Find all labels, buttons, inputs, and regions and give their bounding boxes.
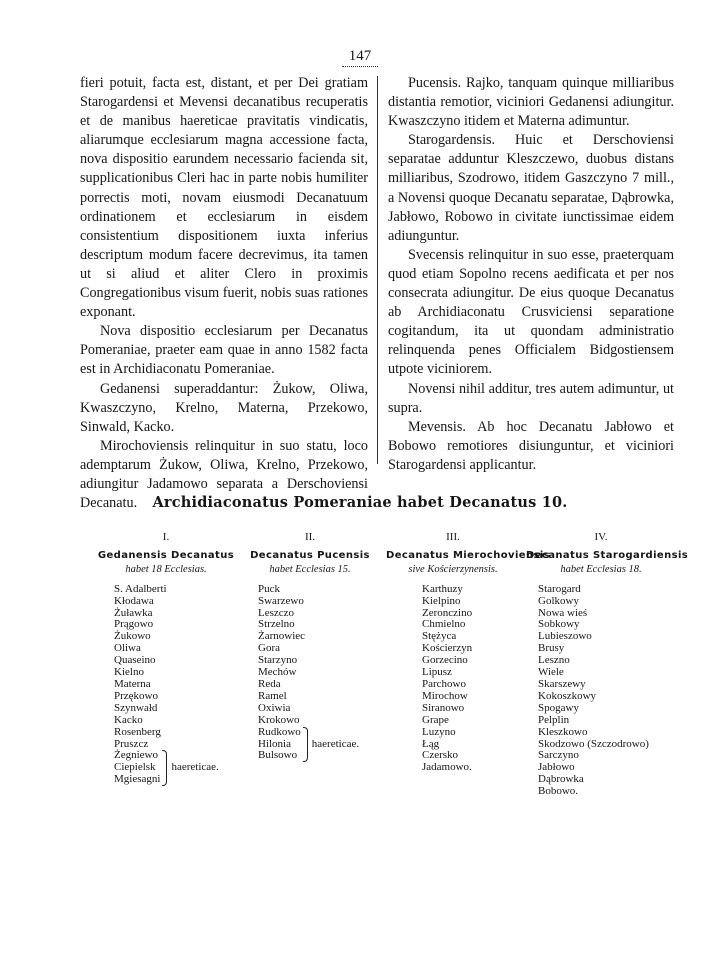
- church-item: Starogard: [538, 582, 581, 595]
- church-item: Nowa wieś: [538, 606, 588, 619]
- church-item: Starzyno: [258, 654, 298, 667]
- church-list: [526, 584, 676, 798]
- deanery-subtitle: habet Ecclesias 18.: [560, 563, 642, 575]
- church-item: Skodzowo (Szczodrowo): [538, 737, 649, 750]
- church-item: Chmielno: [422, 618, 466, 631]
- church-item: Stężyca: [422, 630, 457, 643]
- group-label: haereticae.: [171, 761, 219, 774]
- church-item: Kokoszkowy: [538, 689, 597, 702]
- deanery-subtitle: habet Ecclesias 15.: [269, 563, 351, 575]
- church-item: Swarzewo: [258, 594, 304, 607]
- church-item: Golkowy: [538, 594, 579, 607]
- church-item: Sobkowy: [538, 618, 580, 631]
- paragraph: fieri potuit, facta est, distant, et per Dei gratiam Starogardensi et Mevensi decanatibus recuperatis et de manibus haereticae pravitatis vindicatis, aliarumque ecclesiarum magna accessione facta, nova dispositio earundem necessario facienda sit, supplicationibus Cleri hac in parte nobis humiliter porrectis moti, novam eiusmodi Decanatuum ordinationem et ecclesiarum in eisdem consistentium dispositionem iuxta inferius descriptum modum facere decrevimus, ita tamen ut si aliud et aliter Clero in proximis Congregationibus visum fuerit, nobis suas rationes exponant.: [80, 75, 368, 321]
- paragraph: Pucensis. Rajko, tanquam quinque milliaribus distantia remotior, viciniori Gedanensi adiungitur. Kwaszczyno itidem et Materna adimuntur.: [388, 75, 674, 130]
- church-item: Zeronczino: [422, 606, 473, 619]
- church-item: Karthuzy: [422, 582, 463, 595]
- church-item: Mirochow: [422, 689, 468, 702]
- church-item: Prągowo: [114, 618, 154, 631]
- paragraph: Starogardensis. Huic et Derschoviensi separatae adduntur Kleszczewo, duobus distans milliaribus, Szodrowo, itidem Gaszczyno 7 mill., a Novensi quoque Decanatu separatae, Dąbrowka, Jabłowo, Robowo in civitate iunctissimae eidem adiunguntur.: [388, 132, 674, 244]
- church-item: Żuławka: [114, 606, 153, 619]
- church-item: Kłodawa: [114, 594, 154, 607]
- paragraph: Mirochoviensis relinquitur in suo statu, loco ademptarum Żukow, Oliwa, Krelno, Przekowo, adiungitur Jadamowo separata a Derschoviensi Decanatu.: [80, 437, 368, 512]
- church-item: Quaseino: [114, 654, 156, 667]
- church-item: Przękowo: [114, 689, 158, 702]
- church-item: Brusy: [538, 642, 565, 655]
- deanery-subtitle: sive Kościerzynensis.: [408, 563, 498, 575]
- left-text-column: [80, 74, 368, 513]
- church-item: S. Adalberti: [114, 582, 167, 595]
- church-item: Siranowo: [422, 701, 465, 714]
- church-item: Reda: [258, 677, 281, 690]
- paragraph: Novensi nihil additur, tres autem adimuntur, ut supra.: [388, 380, 674, 416]
- brace-bracket: [303, 727, 308, 763]
- deanery-name: Decanatus Starogardiensis: [526, 549, 689, 561]
- deanery-name: Gedanensis Decanatus: [97, 549, 235, 561]
- church-item: Szynwałd: [114, 701, 158, 714]
- church-item: Lubieszowo: [538, 630, 592, 643]
- church-item: Rudkowo: [258, 725, 301, 738]
- church-item: Żegniewo: [114, 749, 158, 762]
- church-item: Oxiwia: [258, 701, 291, 714]
- church-item: Leszczo: [258, 606, 295, 619]
- church-item: Jadamowo.: [422, 761, 472, 774]
- church-item: Kacko: [114, 713, 143, 726]
- church-list: [92, 584, 240, 786]
- deanery-name: Decanatus Mierochoviensis: [386, 549, 551, 561]
- church-item: Bulsowo: [258, 749, 298, 762]
- church-item: Kościerzyn: [422, 642, 473, 655]
- heretical-group: [258, 727, 374, 763]
- deanery-numeral: III.: [446, 531, 460, 543]
- church-item: Mgiesagni: [114, 773, 161, 786]
- church-item: Wiele: [538, 666, 564, 679]
- paragraph: Gedanensi superaddantur: Żukow, Oliwa, Kwaszczyno, Krelno, Materna, Przekowo, Sinwald, Kacko.: [80, 380, 368, 435]
- church-item: Ciepielsk: [114, 761, 156, 774]
- church-item: Oliwa: [114, 642, 141, 655]
- church-item: Bobowo.: [538, 785, 579, 798]
- church-item: Hilonia: [258, 737, 291, 750]
- group-label: haereticae.: [311, 737, 360, 750]
- church-item: Lipusz: [422, 666, 452, 679]
- church-item: Gora: [258, 642, 280, 655]
- church-item: Kielno: [114, 666, 144, 679]
- deanery-column: [92, 532, 240, 786]
- church-item: Dąbrowka: [538, 773, 584, 786]
- church-item: Kleszkowo: [538, 725, 588, 738]
- church-item: Żukowo: [114, 630, 151, 643]
- brace-bracket: [162, 750, 167, 786]
- church-item: Grape: [422, 713, 449, 726]
- deanery-numeral: I.: [162, 531, 170, 543]
- church-item: Krokowo: [258, 713, 300, 726]
- deanery-column: [246, 532, 374, 762]
- church-item: Strzelno: [258, 618, 295, 631]
- church-item: Skarszewy: [538, 677, 586, 690]
- heretical-group: [114, 750, 240, 786]
- deanery-numeral: II.: [304, 531, 316, 543]
- column-divider: [377, 76, 378, 464]
- church-item: Pruszcz: [114, 737, 149, 750]
- paragraph: Svecensis relinquitur in suo esse, praeterquam quod etiam Sopolno recens aedificata et per nos consecrata adiungitur. De eius quoque Decanatus ab Archidiaconatu Crusviciensi separatione cogitandum, ita ut quondam administratio relinquenda penes Officialem Bidgostiensem utpote viciniorem.: [388, 246, 674, 378]
- church-item: Jabłowo: [538, 761, 575, 774]
- section-title: Archidiaconatus Pomeraniae habet Decanatus 10.: [152, 494, 568, 511]
- church-item: Pelplin: [538, 713, 570, 726]
- church-item: Leszno: [538, 654, 570, 667]
- church-item: Rosenberg: [114, 725, 161, 738]
- church-item: Materna: [114, 677, 151, 690]
- deanery-numeral: IV.: [594, 531, 608, 543]
- church-item: Luzyno: [422, 725, 456, 738]
- church-list: [246, 584, 374, 763]
- paragraph: Nova dispositio ecclesiarum per Decanatus Pomeraniae, praeter eam quae in anno 1582 facta est in Archidiaconatu Pomeraniae.: [80, 323, 368, 378]
- church-item: Żarnowiec: [258, 630, 306, 643]
- church-item: Sarczyno: [538, 749, 579, 762]
- deanery-column: [526, 531, 689, 798]
- church-item: Spogawy: [538, 701, 579, 714]
- right-text-column: [388, 74, 674, 475]
- church-item: Ramel: [258, 689, 287, 702]
- church-list: [386, 584, 520, 775]
- church-item: Gorzecino: [422, 654, 468, 667]
- church-item: Łąg: [422, 737, 440, 750]
- page-number-rule: [342, 66, 378, 67]
- paragraph: Mevensis. Ab hoc Decanatu Jabłowo et Bobowo remotiores disiunguntur, et viciniori Starogardensi applicantur.: [388, 418, 674, 473]
- deanery-name: Decanatus Pucensis: [250, 549, 370, 561]
- deanery-subtitle: habet 18 Ecclesias.: [125, 563, 207, 575]
- church-item: Mechów: [258, 666, 297, 679]
- church-item: Kielpino: [422, 594, 461, 607]
- page-number: 147: [348, 48, 372, 64]
- church-item: Parchowo: [422, 677, 466, 690]
- church-item: Puck: [258, 582, 280, 595]
- church-item: Czersko: [422, 749, 459, 762]
